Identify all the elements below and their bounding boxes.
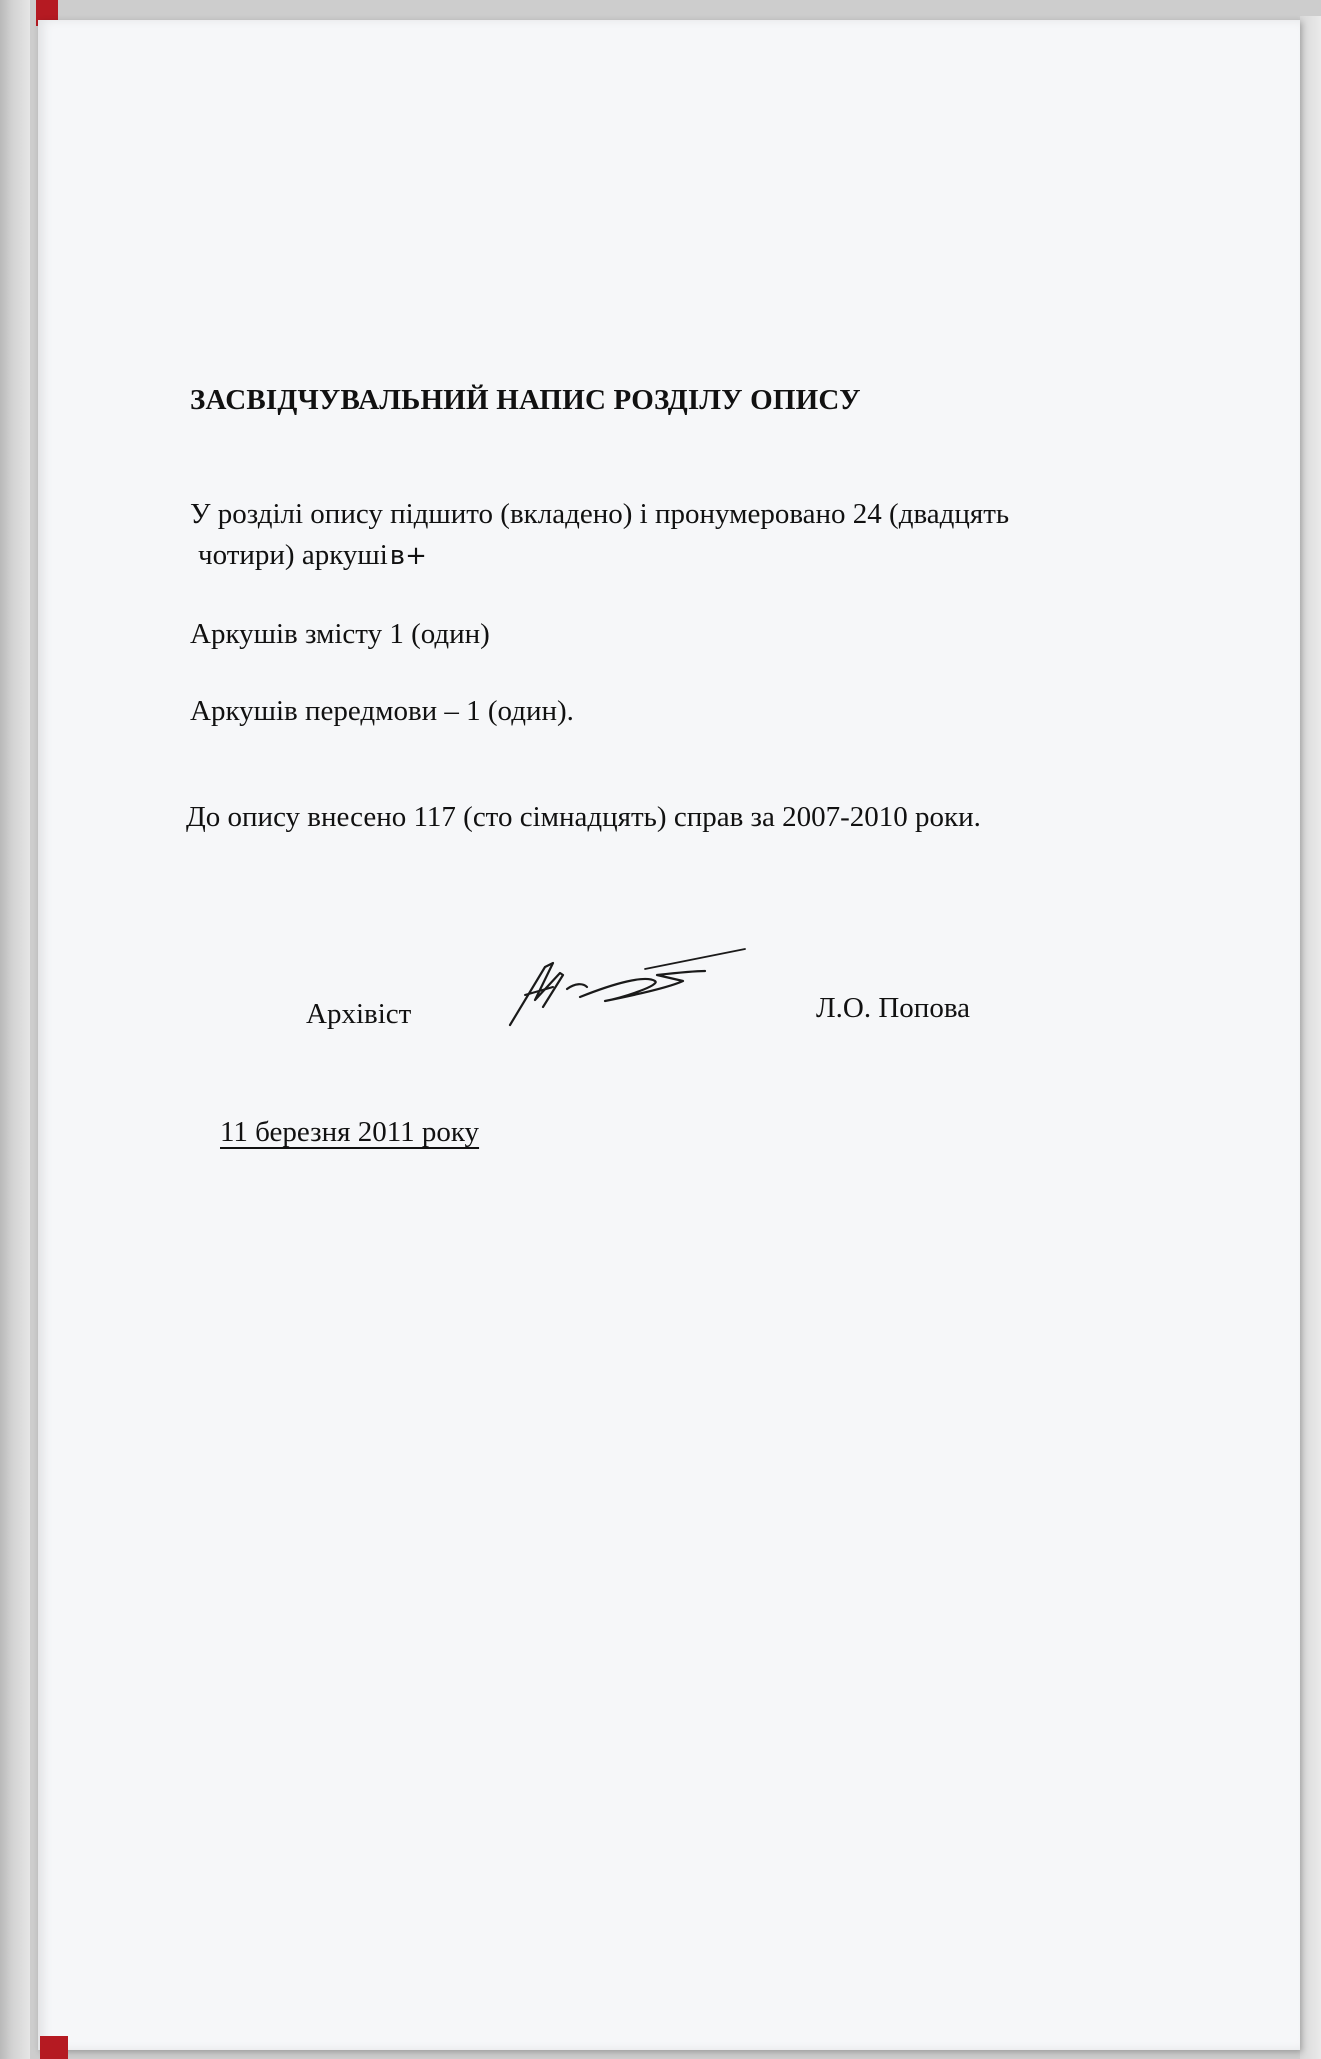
page-edge [1300, 16, 1321, 2059]
sheets-count-line-1: У розділі опису підшито (вкладено) і пронумеровано 24 (двадцять [190, 498, 1010, 530]
signature-icon [505, 945, 750, 1030]
book-binding [0, 0, 30, 2059]
cases-count-line: До опису внесено 117 (сто сімнадцять) справ за 2007-2010 роки. [186, 801, 981, 833]
contents-sheets-line: Аркушів змісту 1 (один) [190, 618, 490, 650]
handwritten-correction: в+ [389, 541, 427, 571]
binding-tab-bottom [40, 2036, 68, 2059]
archivist-label: Архівіст [306, 998, 412, 1030]
archivist-name: Л.О. Попова [816, 992, 971, 1024]
certification-date: 11 березня 2011 року [220, 1116, 480, 1148]
sheets-count-line-2 [198, 538, 427, 573]
document-title: ЗАСВІДЧУВАЛЬНИЙ НАПИС РОЗДІЛУ ОПИСУ [190, 384, 861, 416]
document-page [38, 20, 1300, 2050]
sheets-count-line-2-text: чотири) аркуші [198, 539, 388, 571]
preface-sheets-line: Аркушів передмови – 1 (один). [190, 695, 574, 727]
